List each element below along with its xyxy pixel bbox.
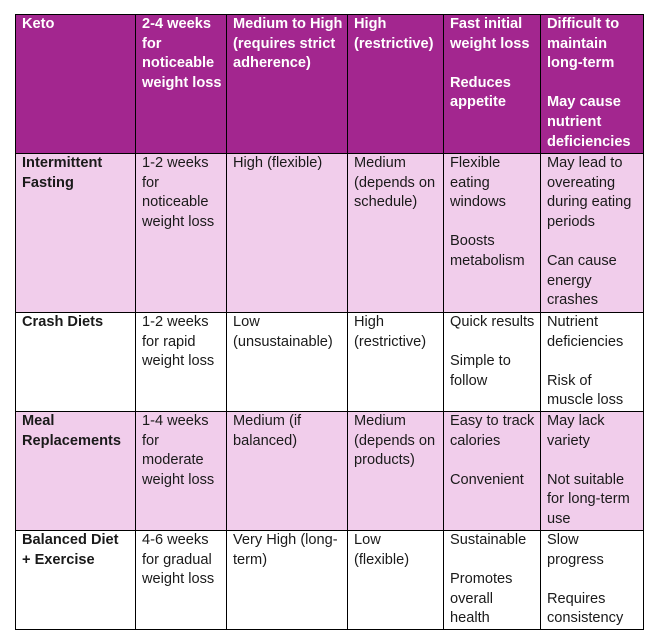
cons-cell [541,154,644,313]
table-row [16,531,644,630]
con-item: May lack variety [547,413,605,449]
pro-item: Easy to track calories [450,413,535,449]
diet-name-cell: Meal Replacements [16,412,136,531]
pro-item: Simple to follow [450,353,511,389]
con-item: May cause nutrient deficiencies [547,94,631,150]
sustainability-cell: Medium (if balanced) [227,412,348,531]
sustainability-cell: Very High (long-term) [227,531,348,630]
difficulty-cell: High (restrictive) [348,313,444,412]
sustainability-cell: Medium to High (requires strict adherence) [227,15,348,154]
con-item: Can cause energy crashes [547,252,617,309]
difficulty-cell: Medium (depends on products) [348,412,444,531]
cons-cell [541,531,644,630]
sustainability-cell: High (flexible) [227,154,348,313]
con-item: Nutrient deficiencies [547,314,624,350]
difficulty-cell: High (restrictive) [348,15,444,154]
pros-cell [444,313,541,412]
pros-cell [444,15,541,154]
table-row [16,154,644,313]
pro-item: Boosts metabolism [450,233,525,269]
pro-item: Quick results [450,314,535,330]
pro-item: Promotes overall health [450,571,513,627]
diet-name-cell: Intermittent Fasting [16,154,136,313]
pro-item: Fast initial weight loss [450,16,530,52]
con-item: Not suitable for long-term use [547,471,630,527]
pros-cell [444,154,541,313]
pro-item: Convenient [450,471,524,488]
diet-name-cell: Crash Diets [16,313,136,412]
pros-cell [444,412,541,531]
table-row [16,412,644,531]
table-body [16,15,644,630]
table-row [16,313,644,412]
con-item: Requires consistency [547,590,624,627]
time-to-results-cell: 1-4 weeks for moderate weight loss [136,412,227,531]
diet-comparison-table [15,14,644,630]
cons-cell [541,412,644,531]
time-to-results-cell: 4-6 weeks for gradual weight loss [136,531,227,630]
difficulty-cell: Medium (depends on schedule) [348,154,444,313]
pro-item: Sustainable [450,532,527,548]
pro-item: Reduces appetite [450,74,511,111]
diet-name-cell: Balanced Diet + Exercise [16,531,136,630]
pro-item: Flexible eating windows [450,155,506,211]
time-to-results-cell: 1-2 weeks for noticeable weight loss [136,154,227,313]
cons-cell [541,15,644,154]
table-row [16,15,644,154]
sustainability-cell: Low (unsustainable) [227,313,348,412]
time-to-results-cell: 2-4 weeks for noticeable weight loss [136,15,227,154]
time-to-results-cell: 1-2 weeks for rapid weight loss [136,313,227,412]
diet-name-cell: Keto [16,15,136,154]
con-item: Difficult to maintain long-term [547,16,620,72]
cons-cell [541,313,644,412]
con-item: Slow progress [547,532,604,568]
difficulty-cell: Low (flexible) [348,531,444,630]
con-item: Risk of muscle loss [547,372,624,409]
con-item: May lead to overeating during eating periods [547,155,632,230]
pros-cell [444,531,541,630]
